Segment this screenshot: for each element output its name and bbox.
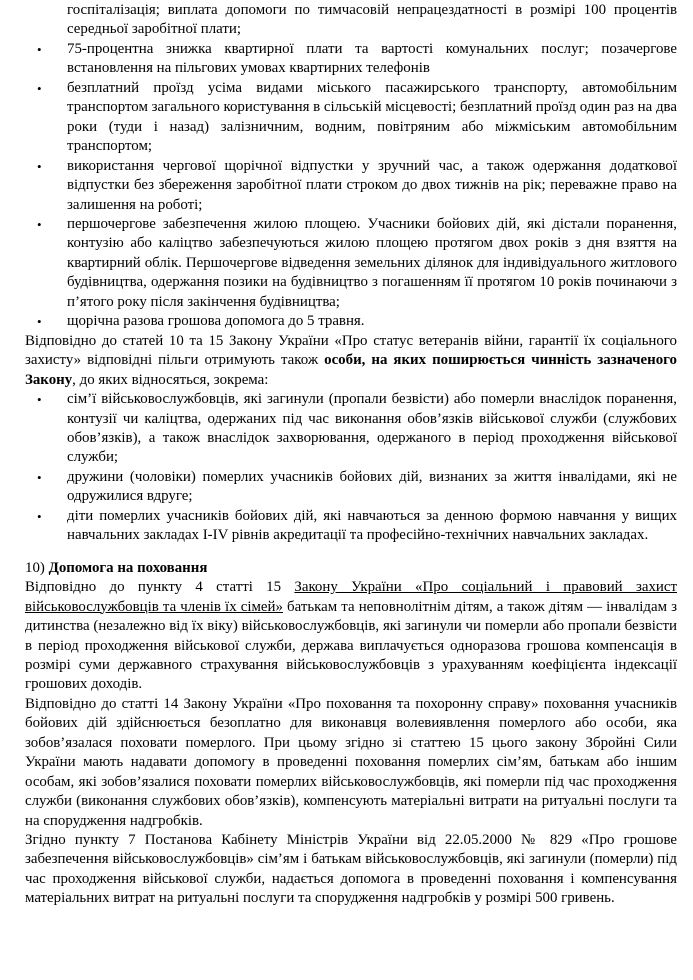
list-item	[25, 157, 677, 215]
list-item	[25, 79, 677, 157]
list-item-text: безплатний проїзд усіма видами міського пасажирського транспорту, автомобільним транспортом загального користування в сільській місцевості; безплатний проїзд один раз на два роки (туди і назад) залізничним, водним, повітряним або міжміським автомобільним транспортом;	[67, 79, 677, 155]
list-item	[25, 215, 677, 312]
list-item-text: використання чергової щорічної відпустки у зручний час, а також одержання додаткової відпустки без збереження заробітної плати строком до двох тижнів на рік; переважне право на залишення на роботі;	[67, 157, 677, 213]
list-item-text: діти померлих учасників бойових дій, які навчаються за денною формою навчання у вищих навчальних закладах І-ІV рівнів акредитації та професійно-технічних навчальних закладах.	[67, 507, 677, 544]
resolution-paragraph: Згідно пункту 7 Постанова Кабінету Міністрів України від 22.05.2000 № 829 «Про грошове забезпечення військовослужбовців» сім’ям і батькам військовослужбовців, які загинули (померли) під час проходження військової служби, надається допомога в проведенні поховання і компенсування матеріальних витрат на ритуальні послуги та спорудження надгробків у розмірі 500 гривень.	[25, 832, 677, 907]
bullet-icon: •	[37, 158, 42, 174]
bullet-icon: •	[37, 508, 42, 524]
law-paragraph-text: Відповідно до статей 10 та 15 Закону України «Про статус ветеранів війни, гарантії їх соціального захисту» відповідні пільги отримують також	[25, 332, 677, 369]
law-paragraph	[25, 332, 677, 390]
bullet-icon: •	[37, 80, 42, 96]
law-paragraph-emphasis: особи, на яких поширюється чинність зазначеного Закону	[25, 352, 677, 388]
continuation-paragraph: госпіталізація; виплата допомоги по тимчасовій непрацездатності в розмірі 100 процентів середньої заробітної плати;	[67, 2, 677, 38]
law-link[interactable]: Закону України «Про соціальний і правовий захист військовослужбовців та членів їх сімей»	[25, 579, 677, 615]
section-heading	[25, 559, 677, 578]
compensation-text-end: батькам та неповнолітнім дітям, а також дітям — інвалідам з дитинства (незалежно від їх віку) військовослужбовців, які загинули чи померли або пропали безвісти в період проходження військової служби, держава виплачується одноразова грошова компенсація в розмірі суми державного страхування військовослужбовців з урахуванням коефіцієнта індексації грошових доходів.	[25, 598, 678, 693]
list-item	[25, 312, 677, 331]
bullet-icon: •	[37, 392, 42, 408]
list-item	[25, 468, 677, 507]
list-item-text: дружини (чоловіки) померлих учасників бойових дій, визнаних за життя інвалідами, які не одружилися вдруге;	[67, 468, 677, 505]
document-page	[25, 1, 677, 909]
section-title: Допомога на поховання	[48, 559, 208, 576]
list-item-text: сім’ї військовослужбовців, які загинули (пропали безвісти) або померли внаслідок поранення, контузії чи каліцтва, одержаних під час виконання обов’язків військової служби (службових обов’язків), а також внаслідок захворювання, одержаного в період проходження військової служби;	[67, 391, 677, 466]
list-item-text: першочергове забезпечення жилою площею. Учасники бойових дій, які дістали поранення, контузію або каліцтво забезпечуються жилою площею протягом двох років з дня взяття на квартирний облік. Першочергове відведення земельних ділянок для індивідуального житлового будівництва, одержання позики на будівництво з погашенням її протягом 10 років починаючи з п’ятого року після закінчення будівництва;	[67, 215, 677, 310]
bullet-icon: •	[37, 469, 42, 485]
burial-law-paragraph: Відповідно до статті 14 Закону України «Про поховання та похоронну справу» поховання учасників бойових дій здійснюється безоплатно для виконавця волевиявлення померлого або особи, яка зобов’язалася поховати померлого. При цьому згідно зі статтею 15 цього закону Збройні Сили України мають надавати допомогу в проведенні поховання померлих сім’ям, батькам або іншим особам, які зобов’язалися поховати померлих військовослужбовців, які померли під час проходження служби (виконання службових обов’язків), компенсують матеріальні витрати на ритуальні послуги та на спорудження надгробків.	[25, 695, 677, 829]
benefits-list	[25, 40, 677, 332]
bullet-icon: •	[37, 216, 42, 232]
compensation-paragraph	[25, 578, 677, 695]
law-paragraph-text-end: , до яких відносяться, зокрема:	[72, 371, 269, 388]
bullet-icon: •	[37, 314, 42, 330]
list-item-text: щорічна разова грошова допомога до 5 травня.	[67, 313, 365, 330]
section-number: 10)	[25, 559, 49, 576]
list-item-text: 75-процентна знижка квартирної плати та вартості комунальних послуг; позачергове встановлення на пільгових умовах квартирних телефонів	[67, 40, 677, 77]
bullet-icon: •	[37, 41, 42, 57]
list-item	[25, 390, 677, 468]
list-item	[25, 40, 677, 79]
compensation-text: Відповідно до пункту 4 статті 15	[25, 579, 295, 596]
list-item	[25, 507, 677, 546]
beneficiaries-list	[25, 390, 677, 546]
